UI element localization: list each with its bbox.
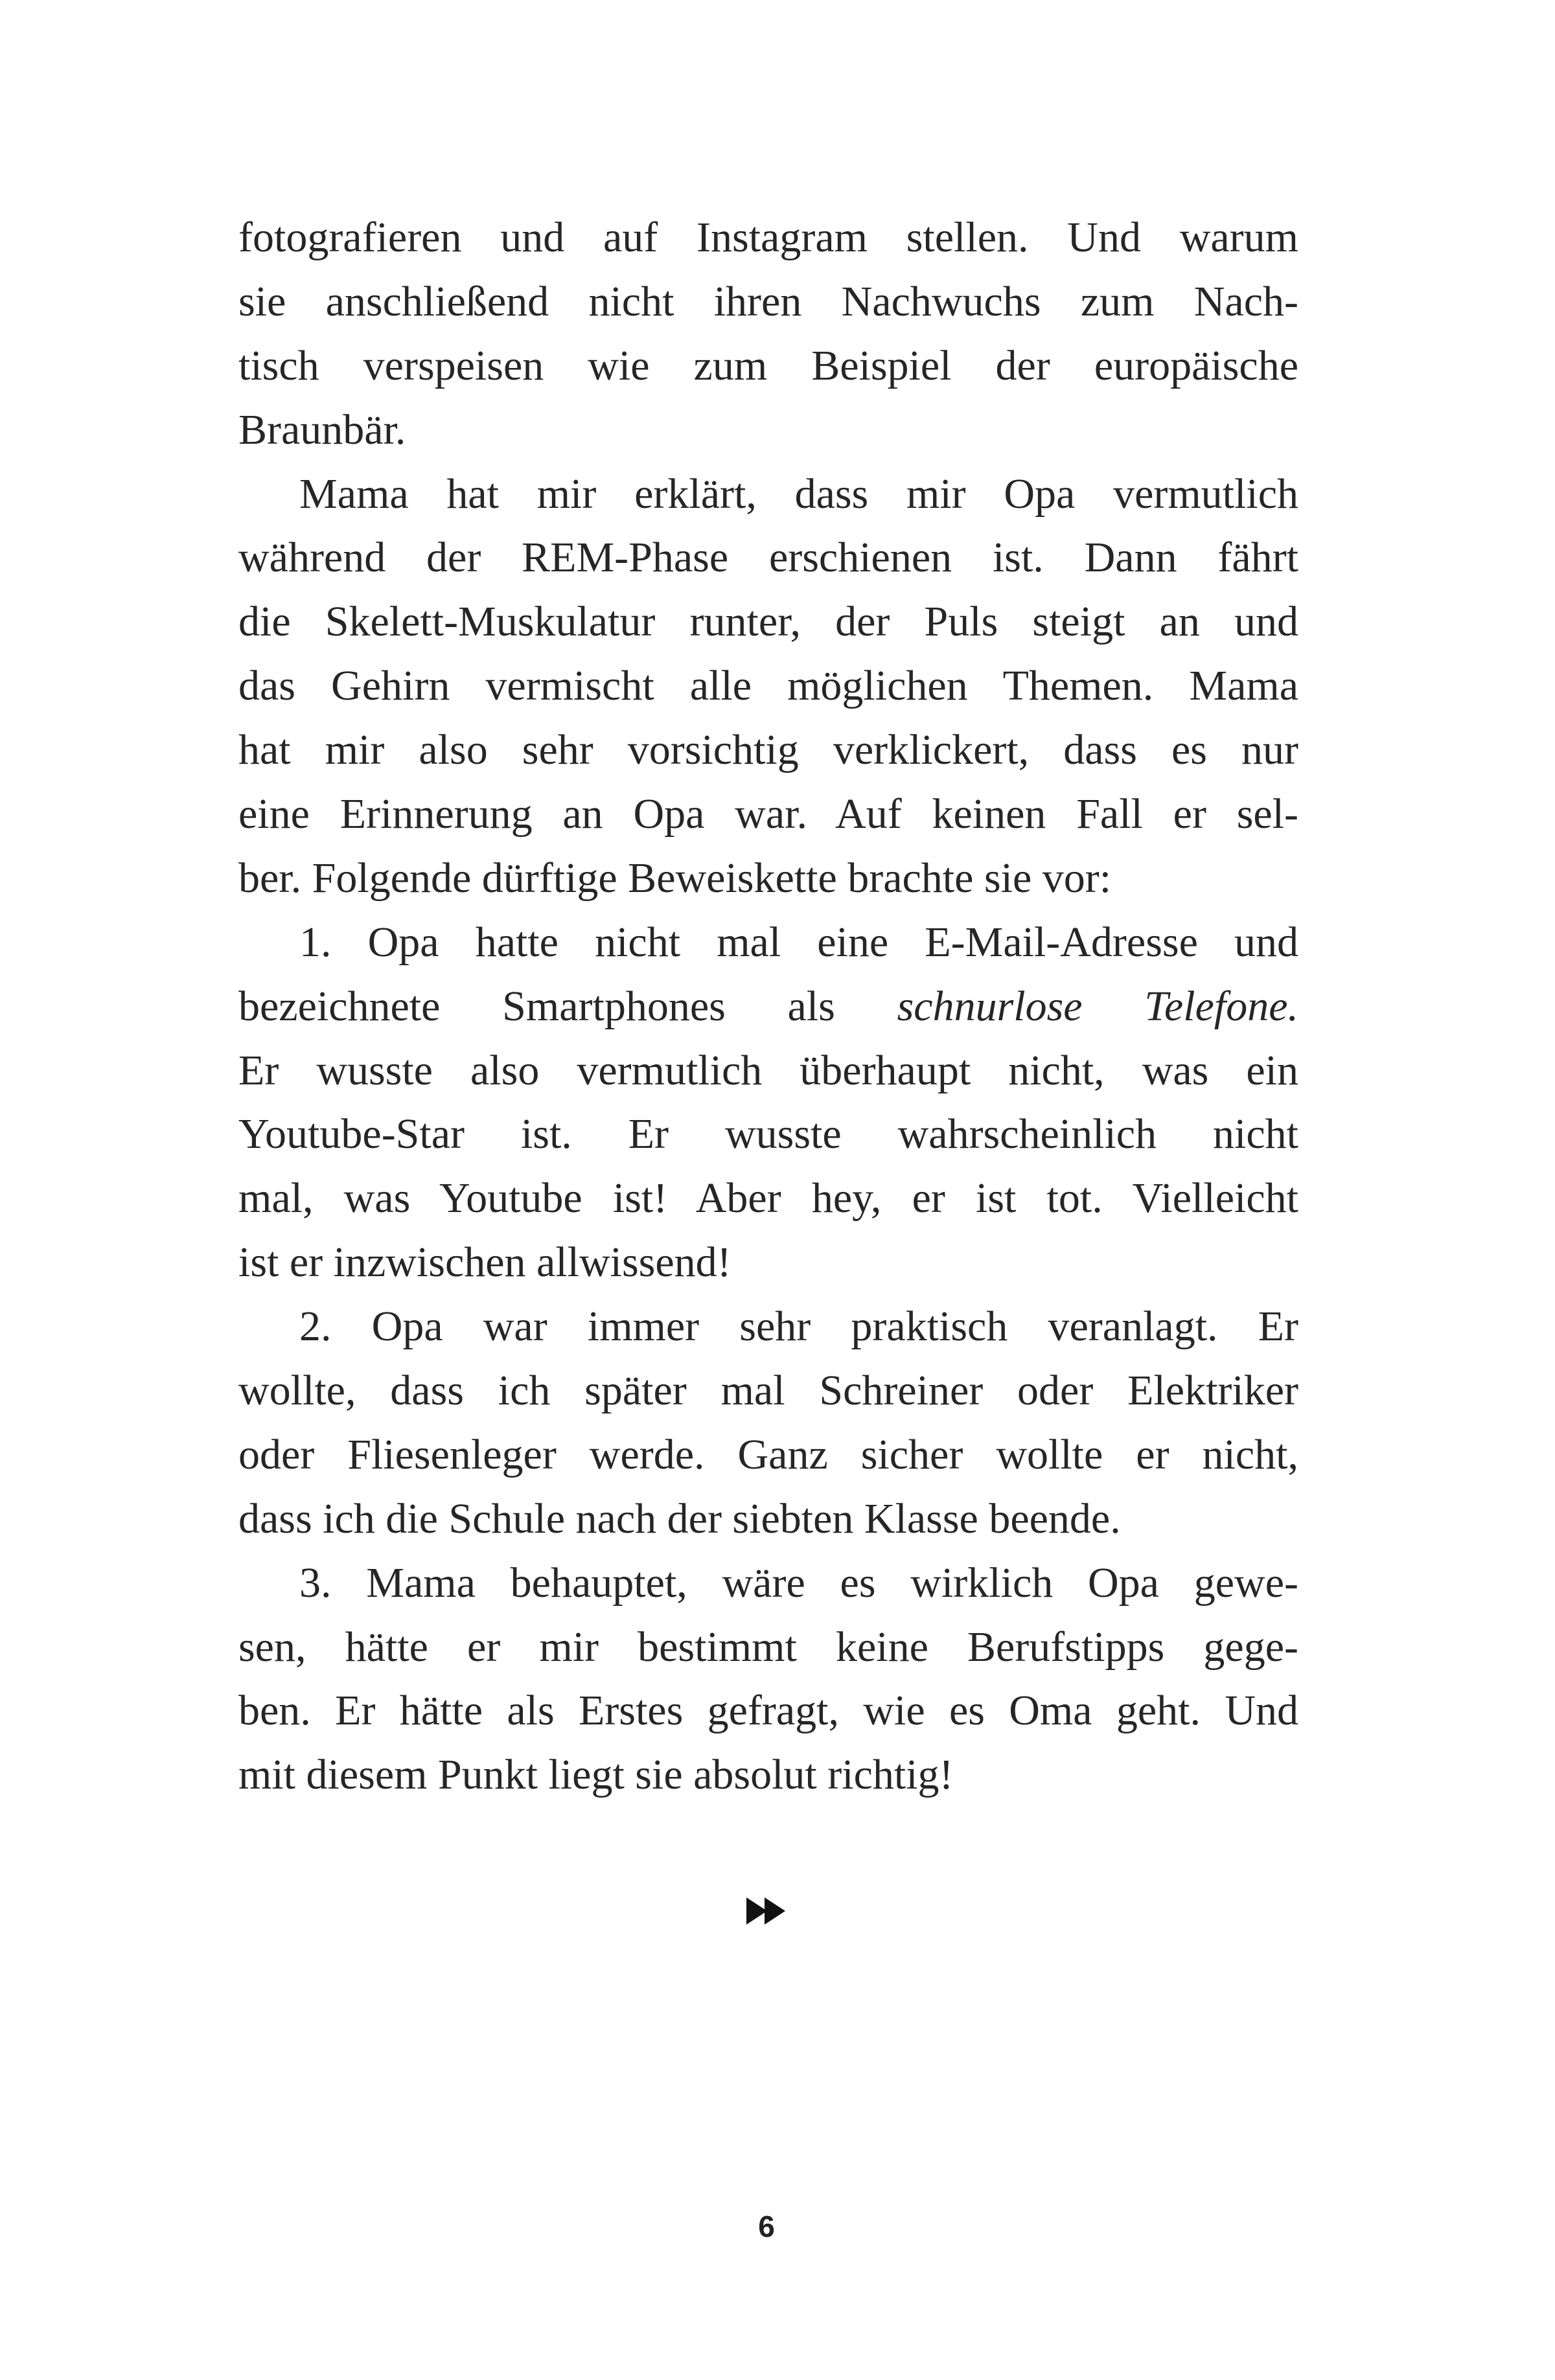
text-line: die Skelett-Muskulatur runter, der Puls steigt an und <box>238 598 1298 646</box>
text-line: Braunbär. <box>238 406 406 453</box>
text-line: fotografieren und auf Instagram stellen. Und warum <box>238 214 1298 261</box>
text-line: sie anschließend nicht ihren Nachwuchs zum Nach- <box>238 277 1298 325</box>
italic-text-segment: schnurlose Telefone. <box>897 982 1299 1030</box>
text-line: das Gehirn vermischt alle möglichen Themen. Mama <box>238 662 1298 710</box>
text-line: tisch verspeisen wie zum Beispiel der europäische <box>238 341 1298 389</box>
text-line: Youtube-Star ist. Er wusste wahrscheinlich nicht <box>238 1110 1298 1158</box>
text-line: mal, was Youtube ist! Aber hey, er ist tot. Vielleicht <box>238 1174 1298 1222</box>
text-line: dass ich die Schule nach der siebten Klasse beende. <box>238 1494 1121 1542</box>
text-line: ber. Folgende dürftige Beweiskette brachte sie vor: <box>238 854 1112 902</box>
text-line: wollte, dass ich später mal Schreiner oder Elektriker <box>238 1367 1298 1415</box>
text-line: mit diesem Punkt liegt sie absolut richtig! <box>238 1751 954 1799</box>
text-line: 1. Opa hatte nicht mal eine E-Mail-Adresse und <box>299 918 1298 966</box>
text-line: hat mir also sehr vorsichtig verklickert, dass es nur <box>238 726 1298 774</box>
text-segment: bezeichnete Smartphones als <box>238 982 835 1030</box>
text-line: Er wusste also vermutlich überhaupt nicht, was ein <box>238 1046 1298 1094</box>
text-line <box>238 975 1298 1039</box>
page-number: 6 <box>758 2210 775 2243</box>
double-arrow-right-icon <box>745 1895 788 1927</box>
text-line: 3. Mama behauptet, wäre es wirklich Opa gewe- <box>299 1559 1298 1607</box>
text-line: eine Erinnerung an Opa war. Auf keinen Fall er sel- <box>238 790 1298 838</box>
text-line: während der REM-Phase erschienen ist. Dann fährt <box>238 534 1298 582</box>
text-line: ben. Er hätte als Erstes gefragt, wie es Oma geht. Und <box>238 1687 1298 1735</box>
text-line: ist er inzwischen allwissend! <box>238 1239 731 1287</box>
text-line: Mama hat mir erklärt, dass mir Opa vermutlich <box>299 470 1298 518</box>
body-text <box>238 206 1298 1807</box>
text-line: oder Fliesenleger werde. Ganz sicher wollte er nicht, <box>238 1430 1298 1478</box>
text-line: sen, hätte er mir bestimmt keine Berufstipps gege- <box>238 1623 1298 1671</box>
text-line: 2. Opa war immer sehr praktisch veranlagt. Er <box>299 1303 1298 1351</box>
